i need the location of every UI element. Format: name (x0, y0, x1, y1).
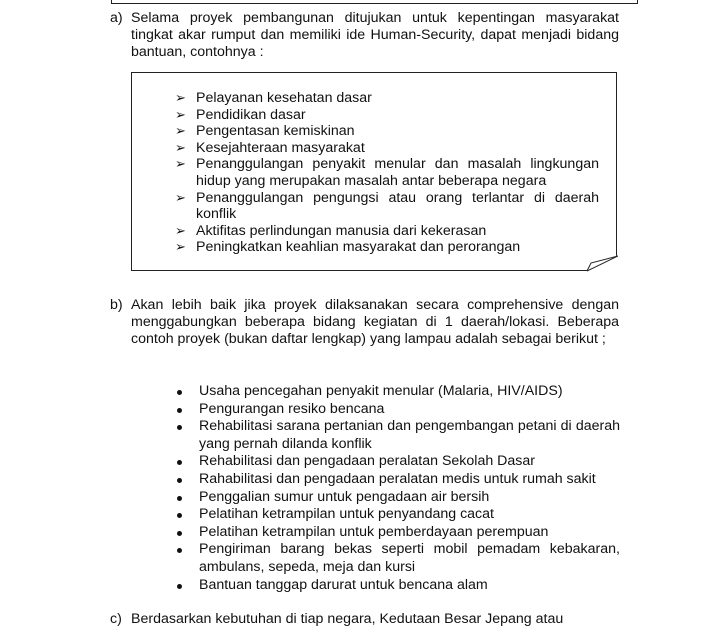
project-item-text: Bantuan tanggap darurat untuk bencana alam (199, 576, 488, 593)
paragraph-c-text: Berdasarkan kebutuhan di tiap negara, Kedutaan Besar Jepang atau (131, 611, 564, 627)
note-list-item (175, 140, 599, 157)
project-list-item (175, 577, 620, 595)
note-list-item (175, 223, 599, 240)
arrow-bullet-icon: ➢ (175, 106, 186, 122)
bullet-dot-icon (177, 548, 182, 553)
bullet-dot-icon (177, 496, 182, 501)
note-item-text: Pelayanan kesehatan dasar (196, 90, 372, 106)
paragraph-a-text: Selama proyek pembangunan ditujukan untuk kepentingan masyarakat tingkat akar rumput dan memiliki ide Human-Security, dapat menjadi bidang bantuan, contohnya : (131, 10, 619, 60)
project-list-item (175, 471, 620, 489)
project-list-item (175, 383, 620, 401)
arrow-bullet-icon: ➢ (175, 90, 186, 105)
paragraph-a (110, 10, 619, 61)
note-list-item (175, 156, 599, 189)
note-list-item (175, 123, 599, 140)
bullet-dot-icon (177, 513, 182, 518)
project-list-item (175, 506, 620, 524)
project-list-item (175, 541, 620, 576)
paragraph-b-letter: b) (110, 297, 123, 313)
project-item-text: Pelatihan ketrampilan untuk pemberdayaan perempuan (199, 523, 549, 540)
paragraph-b (110, 297, 619, 348)
paragraph-a-letter: a) (110, 10, 123, 26)
bullet-dot-icon (177, 531, 182, 536)
project-list-item (175, 401, 620, 419)
note-item-text: Kesejahteraan masyarakat (196, 139, 365, 156)
arrow-bullet-icon: ➢ (175, 123, 186, 139)
arrow-bullet-icon: ➢ (175, 239, 186, 255)
project-list (175, 383, 620, 594)
note-list-item (175, 239, 599, 256)
bullet-dot-icon (177, 460, 182, 465)
project-list-item (175, 418, 620, 453)
note-list-item (175, 190, 599, 223)
arrow-bullet-icon: ➢ (175, 189, 186, 205)
paragraph-c-letter: c) (110, 611, 122, 627)
page-curl-icon (587, 255, 618, 272)
note-list (175, 90, 599, 256)
project-item-text: Usaha pencegahan penyakit menular (Malaria, HIV/AIDS) (199, 383, 563, 399)
arrow-bullet-icon: ➢ (175, 222, 186, 238)
note-item-text: Peningkatkan keahlian masyarakat dan perorangan (196, 239, 521, 256)
note-box (131, 72, 617, 271)
project-item-text: Pelatihan ketrampilan untuk penyandang cacat (199, 506, 494, 523)
arrow-bullet-icon: ➢ (175, 156, 186, 172)
project-item-text: Rehabilitasi sarana pertanian dan pengembangan petani di daerah yang pernah dilanda konflik (199, 418, 620, 452)
project-item-text: Rehabilitasi dan pengadaan peralatan Sekolah Dasar (199, 453, 536, 470)
project-list-item (175, 453, 620, 471)
note-item-text: Penanggulangan penyakit menular dan masalah lingkungan hidup yang merupakan masalah antar beberapa negara (196, 156, 599, 189)
arrow-bullet-icon: ➢ (175, 139, 186, 155)
project-item-text: Penggalian sumur untuk pengadaan air bersih (199, 488, 490, 505)
note-item-text: Aktifitas perlindungan manusia dari kekerasan (196, 222, 487, 239)
project-item-text: Rahabilitasi dan pengadaan peralatan medis untuk rumah sakit (199, 470, 596, 487)
previous-box-border (111, 0, 638, 4)
bullet-dot-icon (177, 584, 182, 589)
bullet-dot-icon (177, 425, 182, 430)
paragraph-c (110, 611, 619, 628)
project-item-text: Pengurangan resiko bencana (199, 400, 385, 417)
project-list-item (175, 524, 620, 542)
bullet-dot-icon (177, 408, 182, 413)
note-list-item (175, 107, 599, 124)
note-item-text: Pengentasan kemiskinan (196, 123, 355, 140)
bullet-dot-icon (177, 478, 182, 483)
note-item-text: Penanggulangan pengungsi atau orang terlantar di daerah konflik (196, 189, 599, 223)
bullet-dot-icon (177, 390, 182, 395)
paragraph-b-text: Akan lebih baik jika proyek dilaksanakan secara comprehensive dengan menggabungkan beberapa bidang kegiatan di 1 daerah/lokasi. Beberapa contoh proyek (bukan daftar lengkap) yang lampau adalah sebagai berikut ; (131, 297, 619, 347)
note-item-text: Pendidikan dasar (196, 106, 306, 123)
note-list-item (175, 90, 599, 107)
project-item-text: Pengiriman barang bekas seperti mobil pemadam kebakaran, ambulans, sepeda, meja dan kursi (199, 541, 620, 575)
project-list-item (175, 489, 620, 507)
